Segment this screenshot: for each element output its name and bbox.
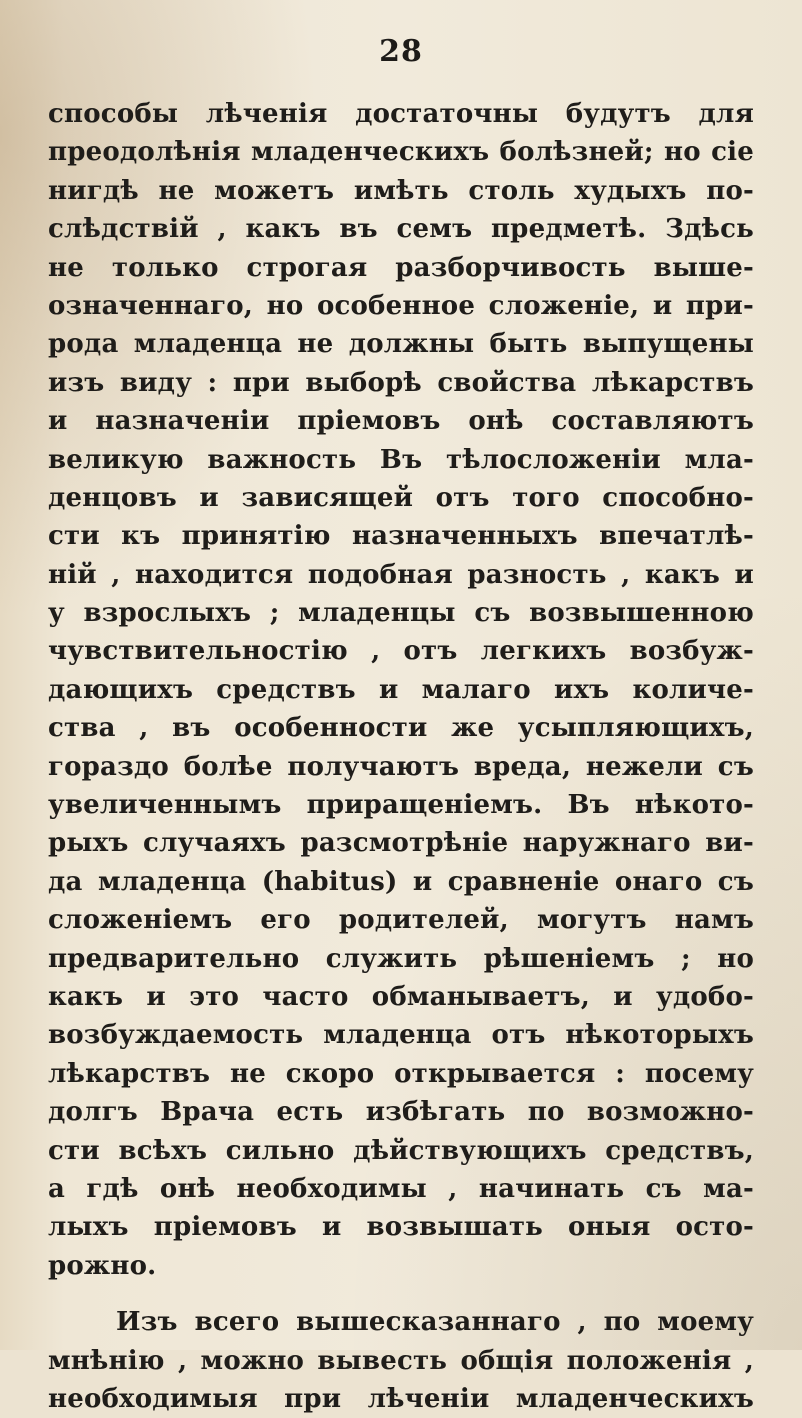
paragraph-2: [48, 1303, 754, 1418]
text-line: лыхъ пріемовъ и возвышать оныя осто-: [48, 1212, 754, 1243]
page-number: 28: [379, 34, 423, 69]
text-line: ній , находится подобная разность , какъ и: [48, 559, 754, 590]
text-line: и назначеніи пріемовъ онѣ составляютъ: [48, 406, 754, 437]
paragraph-gap: [48, 1285, 754, 1303]
text-line: рыхъ случаяхъ разсмотрѣніе наружнаго ви-: [48, 828, 754, 859]
text-line: преодолѣнія младенческихъ болѣзней; но сіе: [48, 137, 754, 168]
text-line: означеннаго, но особенное сложеніе, и при-: [48, 290, 754, 321]
text-line: не только строгая разборчивость выше-: [48, 252, 754, 283]
text-line: изъ виду : при выборѣ свойства лѣкарствъ: [48, 367, 754, 398]
text-line: сти всѣхъ сильно дѣйствующихъ средствъ,: [48, 1135, 754, 1166]
text-line: Изъ всего вышесказаннаго , по моему: [116, 1307, 754, 1338]
text-line: нигдѣ не можетъ имѣть столь худыхъ по-: [48, 175, 754, 206]
text-line: рода младенца не должны быть выпущены: [48, 329, 754, 360]
text-line: у взрослыхъ ; младенцы съ возвышенною: [48, 598, 754, 629]
text-line: рожно.: [48, 1250, 157, 1281]
paragraph-1: [48, 95, 754, 1285]
body-text: [48, 95, 754, 1418]
text-line: увеличеннымъ приращеніемъ. Въ нѣкото-: [48, 790, 754, 821]
text-line: предварительно служить рѣшеніемъ ; но: [48, 943, 754, 974]
text-line: чувствительностію , отъ легкихъ возбуж-: [48, 636, 754, 667]
text-line: способы лѣченія достаточны будутъ для: [48, 99, 754, 129]
text-line: слѣдствій , какъ въ семъ предметѣ. Здѣсь: [48, 214, 754, 245]
text-line: великую важность Въ тѣлосложеніи мла-: [48, 444, 754, 475]
text-line: необходимыя при лѣченіи младенческихъ: [48, 1383, 754, 1414]
text-line: денцовъ и зависящей отъ того способно-: [48, 482, 754, 513]
text-line: долгъ Врача есть избѣгать по возможно-: [48, 1097, 754, 1128]
text-line: сти къ принятію назначенныхъ впечатлѣ-: [48, 521, 754, 552]
text-line: лѣкарствъ не скоро открывается : посему: [48, 1058, 754, 1089]
text-line: да младенца (habitus) и сравненіе онаго съ: [48, 866, 754, 897]
text-line: гораздо болѣе получаютъ вреда, нежели съ: [48, 751, 754, 782]
text-line: дающихъ средствъ и малаго ихъ количе-: [48, 674, 754, 705]
text-line: а гдѣ онѣ необходимы , начинать съ ма-: [48, 1173, 754, 1204]
text-line: мнѣнію , можно вывесть общія положенія ,: [48, 1345, 754, 1376]
text-line: какъ и это часто обманываетъ, и удобо-: [48, 981, 754, 1012]
text-line: сложеніемъ его родителей, могутъ намъ: [48, 905, 754, 936]
text-line: возбуждаемость младенца отъ нѣкоторыхъ: [48, 1020, 754, 1051]
text-line: ства , въ особенности же усыпляющихъ,: [48, 713, 754, 744]
